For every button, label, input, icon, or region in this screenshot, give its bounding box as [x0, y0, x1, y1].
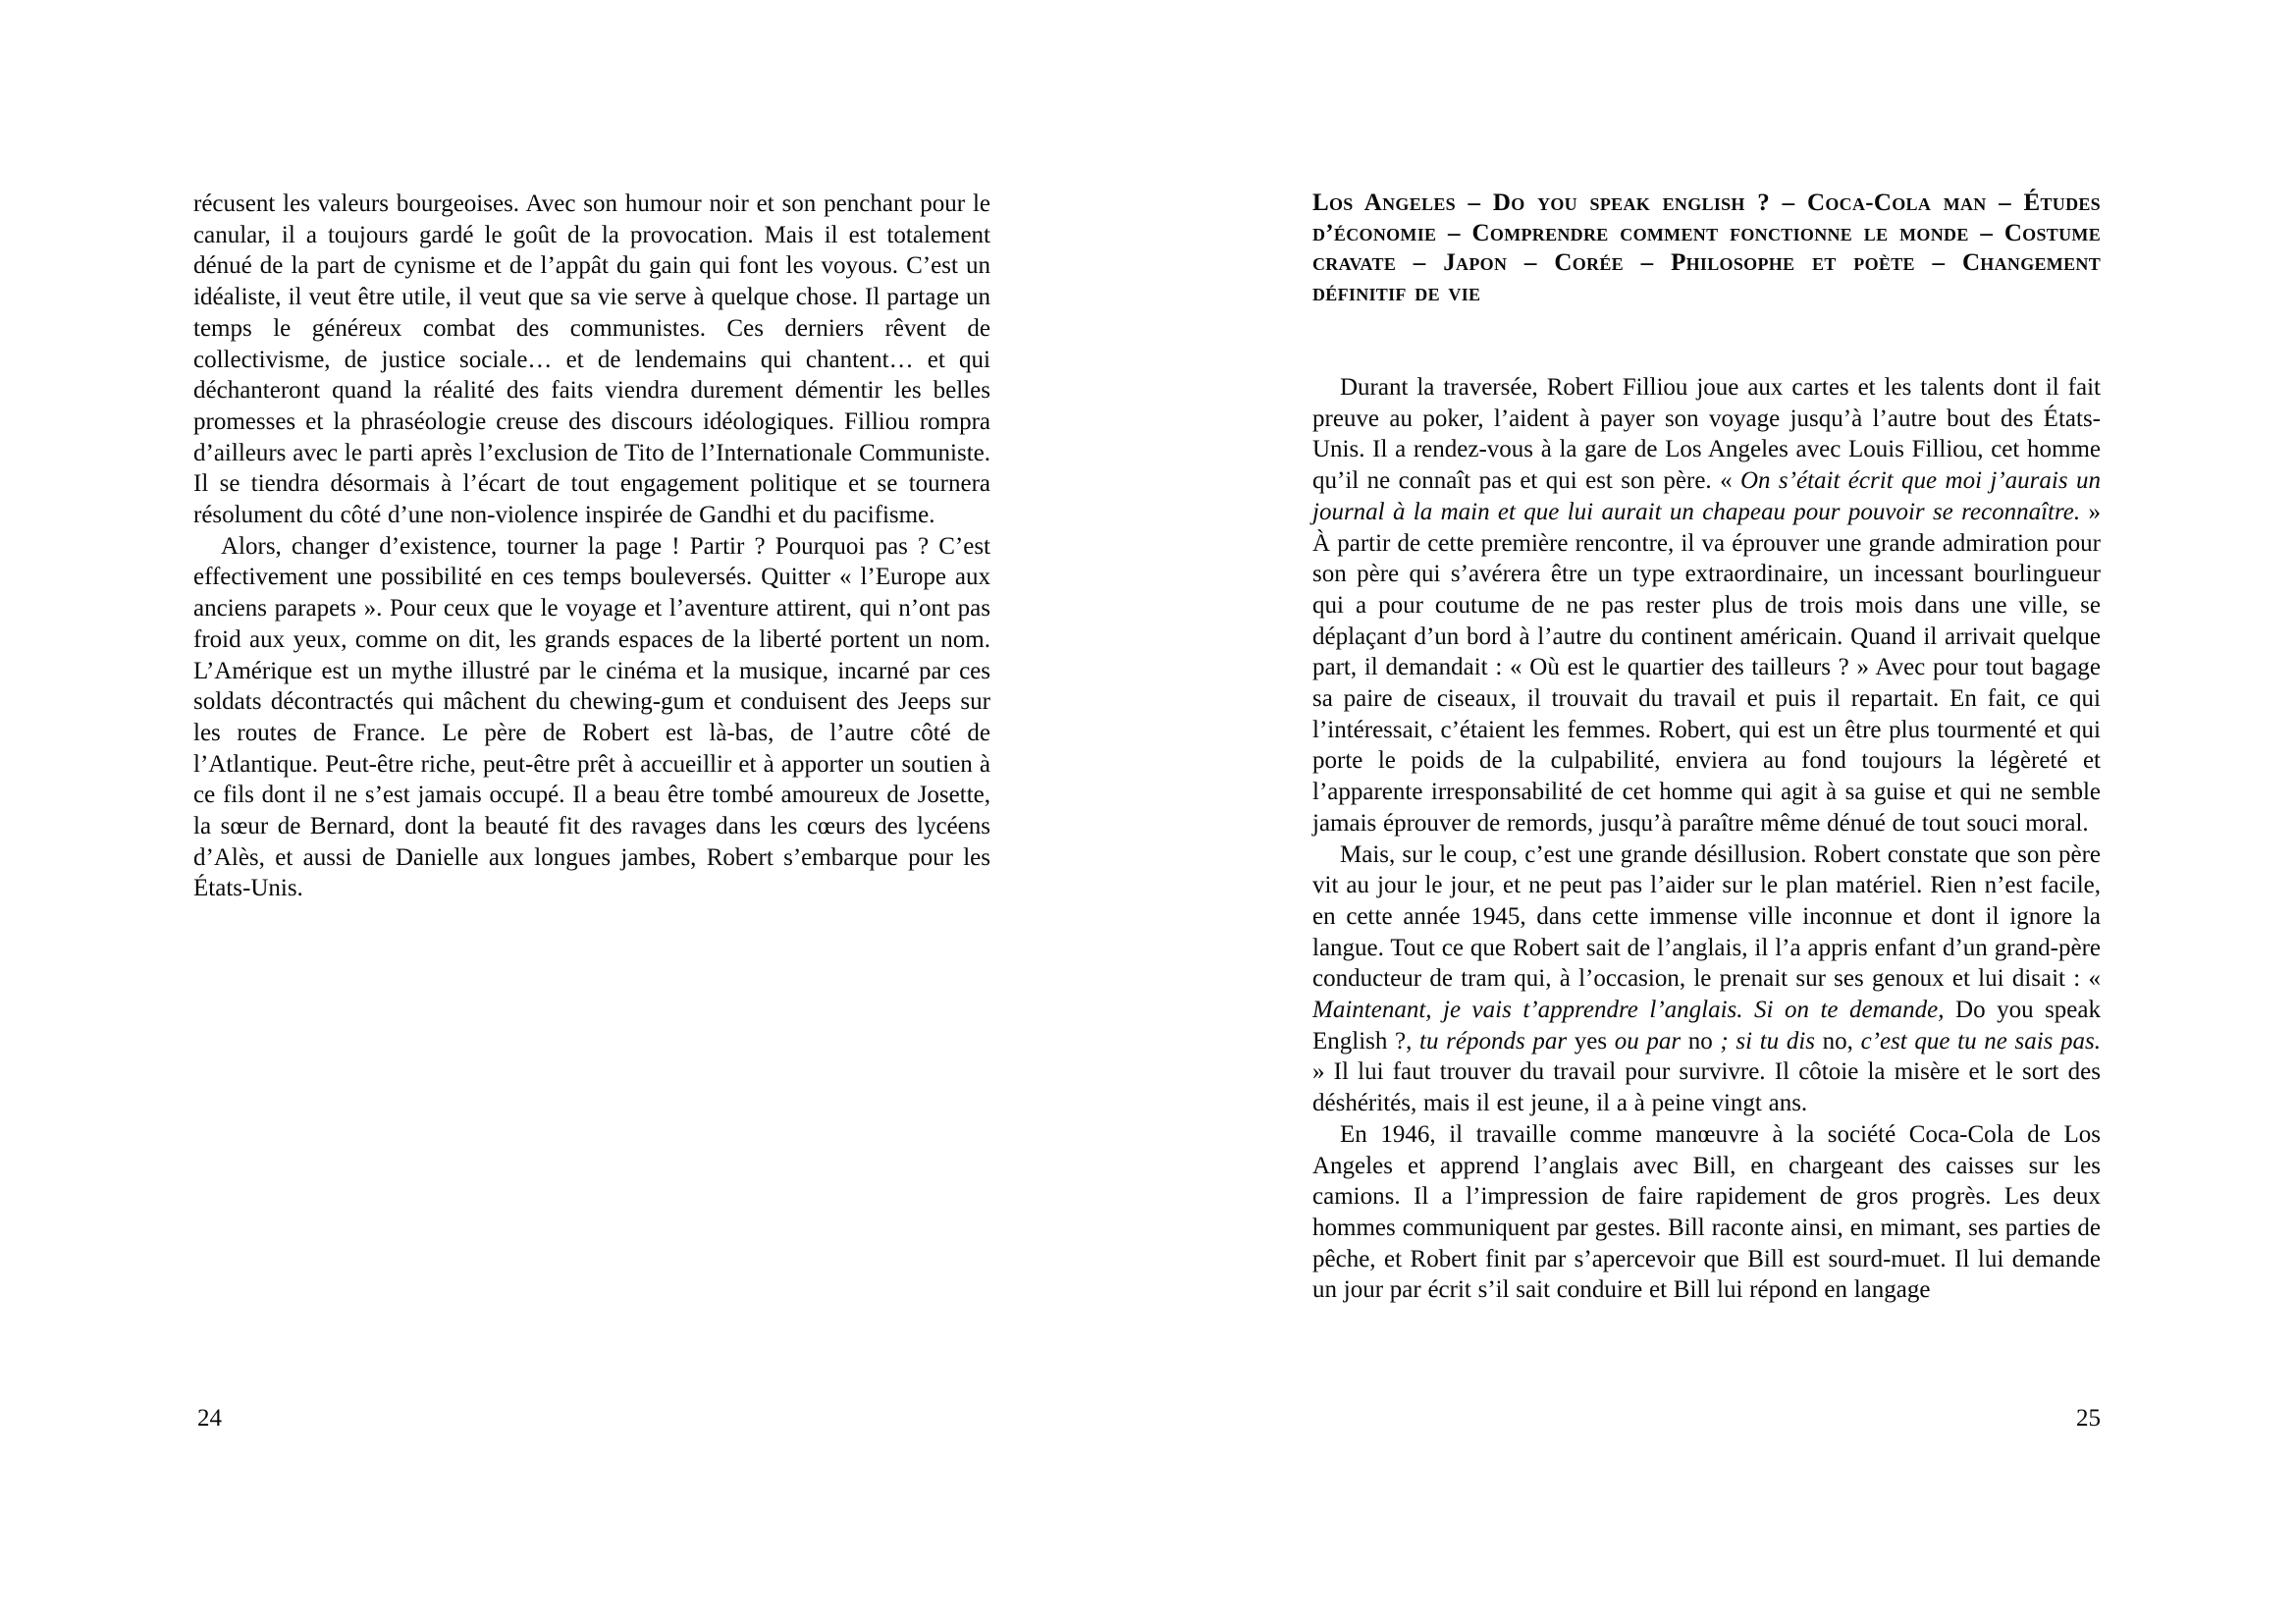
paragraph [193, 189, 990, 531]
paragraph [193, 531, 990, 904]
text-run: » Il lui faut trouver du travail pour survivre. Il côtoie la misère et le sort des déshérités, mais il est jeune, il a à peine vingt ans. [1312, 1058, 2101, 1117]
right-page-number: 25 [2076, 1405, 2101, 1432]
text-run: no, [1815, 1027, 1861, 1055]
text-run: Do you speak English ?, [1312, 997, 2101, 1055]
left-text-block [193, 189, 990, 904]
text-run: En 1946, il travaille comme manœuvre à la société Coca-Cola de Los Angeles et apprend l’anglais avec Bill, en chargeant des caisses sur les camions. Il a l’impression de faire rapidement de gros progrès. Les deux hommes communiquent par gestes. Bill raconte ainsi, en mimant, ses parties de pêche, et Robert finit par s’apercevoir que Bill est sourd-muet. Il lui demande un jour par écrit s’il sait conduire et Bill lui répond en langage [1312, 1120, 2101, 1304]
italic-run: c’est que tu ne sais pas. [1860, 1027, 2102, 1055]
paragraph [1312, 372, 2101, 839]
page-left [193, 189, 990, 1432]
text-run: Durant la traversée, Robert Filliou joue aux cartes et les talents dont il fait preuve au poker, l’aident à payer son voyage jusqu’à l’autre bout des États-Unis. Il a rendez-vous à la gare de Los Angeles avec Louis Filliou, cet homme qu’il ne connaît pas et qui est son père. « [1312, 374, 2101, 495]
italic-run: ; si tu dis [1720, 1027, 1815, 1055]
italic-run: ou par [1614, 1027, 1682, 1055]
text-run: récusent les valeurs bourgeoises. Avec son humour noir et son penchant pour le canular, il a toujours gardé le goût de la provocation. Mais il est totalement dénué de la part de cynisme et de l’appât du gain qui font les voyous. C’est un idéaliste, il veut être utile, il veut que sa vie serve à quelque chose. Il partage un temps le généreux combat des communistes. Ces derniers rêvent de collectivisme, de justice sociale… et de lendemains qui chantent… et qui déchanteront quand la réalité des faits viendra durement démentir les belles promesses et la phraséologie creuse des discours idéologiques. Filliou rompra d’ailleurs avec le parti après l’exclusion de Tito de l’Internationale Communiste. Il se tiendra désormais à l’écart de tout engagement politique et se tournera résolument du côté d’une non-violence inspirée de Gandhi et du pacifisme. [193, 190, 990, 529]
chapter-heading: Los Angeles – Do you speak english ? – Coca-Cola man – Études d’économie – Comprendre comment fonctionne le monde – Costume cravate – Japon – Corée – Philosophe et poète – Changement définitif de vie [1312, 189, 2101, 306]
paragraph [1312, 839, 2101, 1119]
right-text-block [1312, 372, 2101, 1306]
text-run: Mais, sur le coup, c’est une grande désillusion. Robert constate que son père vit au jour le jour, et ne peut pas l’aider sur le plan matériel. Rien n’est facile, en cette année 1945, dans cette immense ville inconnue et dont il ignore la langue. Tout ce que Robert sait de l’anglais, il l’a appris enfant d’un grand-père conducteur de tram qui, à l’occasion, le prenait sur ses genoux et lui disait : « [1312, 840, 2101, 993]
italic-run: Maintenant, je vais t’apprendre l’anglais. Si on te demande, [1312, 997, 1945, 1024]
left-page-number: 24 [197, 1405, 222, 1432]
paragraph [1312, 1119, 2101, 1306]
italic-run: tu réponds par [1419, 1027, 1568, 1055]
text-run: Alors, changer d’existence, tourner la page ! Partir ? Pourquoi pas ? C’est effectivement une possibilité en ces temps bouleversés. Quitter « l’Europe aux anciens parapets ». Pour ceux que le voyage et l’aventure attirent, qui n’ont pas froid aux yeux, comme on dit, les grands espaces de la liberté portent un nom. L’Amérique est un mythe illustré par le cinéma et la musique, incarné par ces soldats décontractés qui mâchent du chewing-gum et conduisent des Jeeps sur les routes de France. Le père de Robert est là-bas, de l’autre côté de l’Atlantique. Peut-être riche, peut-être prêt à accueillir et à apporter un soutien à ce fils dont il ne s’est jamais occupé. Il a beau être tombé amoureux de Josette, la sœur de Bernard, dont la beauté fit des ravages dans les cœurs des lycéens d’Alès, et aussi de Danielle aux longues jambes, Robert s’embarque pour les États-Unis. [193, 532, 990, 902]
text-run: » À partir de cette première rencontre, il va éprouver une grande admiration pour son père qui s’avérera être un type extraordinaire, un incessant bourlingueur qui a pour coutume de ne pas rester plus de trois mois dans une ville, se déplaçant d’un bord à l’autre du continent américain. Quand il arrivait quelque part, il demandait : « Où est le quartier des tailleurs ? » Avec pour tout bagage sa paire de ciseaux, il trouvait du travail et puis il repartait. En fait, ce qui l’intéressait, c’étaient les femmes. Robert, qui est un être plus tourmenté et qui porte le poids de la culpabilité, enviera au fond toujours la légèreté et l’apparente irresponsabilité de cet homme qui agit à sa guise et qui ne semble jamais éprouver de remords, jusqu’à paraître même dénué de tout souci moral. [1312, 498, 2101, 837]
text-run: yes [1567, 1027, 1615, 1055]
italic-run: On s’était écrit que moi j’aurais un journal à la main et que lui aurait un chapeau pour pouvoir se reconnaître. [1312, 467, 2101, 525]
page-right [1312, 189, 2102, 1432]
text-run: no [1681, 1027, 1721, 1055]
